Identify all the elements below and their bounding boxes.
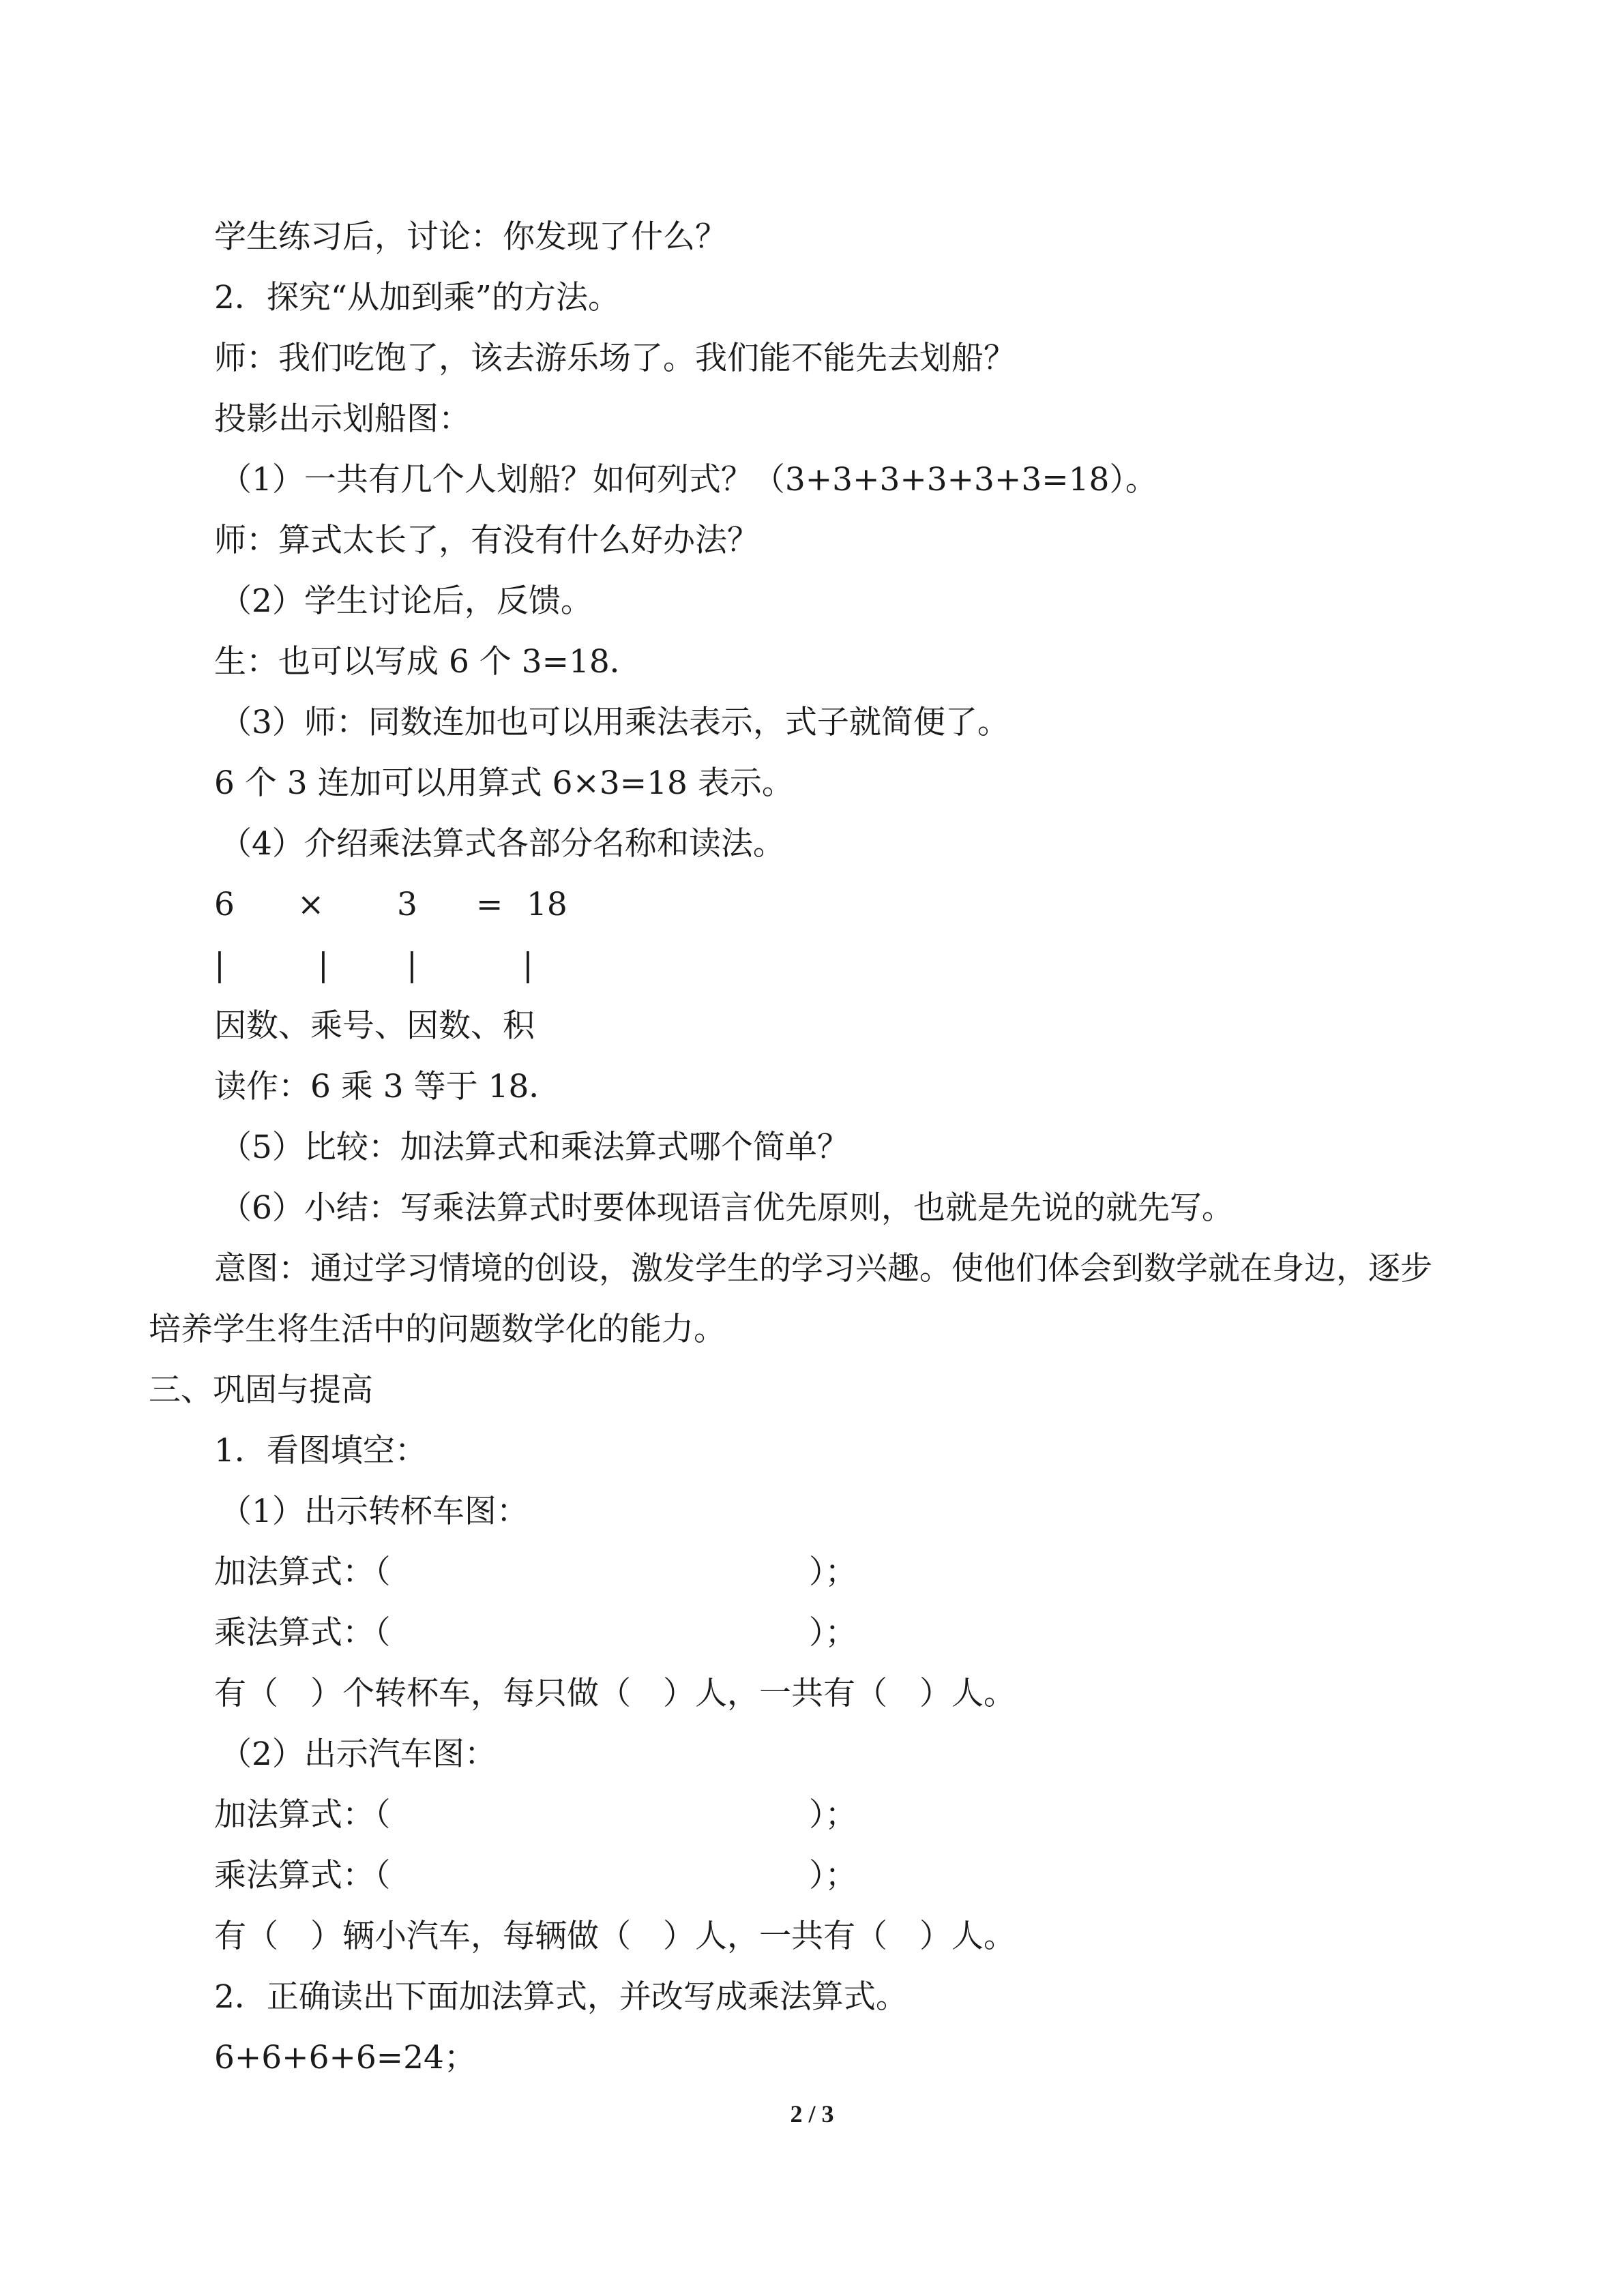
text-line-exercise-2: 2．正确读出下面加法算式，并改写成乘法算式。: [214, 1978, 908, 2016]
text-line-student-answer: 生：也可以写成 6 个 3=18．: [214, 643, 642, 681]
text-line-step-1: （1）一共有几个人划船？如何列式？（3+3+3+3+3+3=18）。: [220, 461, 1157, 498]
text-line-intent: 意图：通过学习情境的创设，激发学生的学习兴趣。使他们体会到数学就在身边，逐步: [214, 1250, 1432, 1287]
text-line-explore-method: 2．探究“从加到乘”的方法。: [214, 279, 620, 316]
blank-close: ）；: [809, 1857, 857, 1894]
formula-connector-bars: [214, 945, 623, 986]
text-line-car-count: 有（ ）辆小汽车，每辆做（ ）人，一共有（ ）人。: [214, 1918, 1016, 1955]
page-number: 2 / 3: [790, 2100, 834, 2128]
connector-bar: |: [522, 946, 533, 984]
blank-label: 加法算式：（: [214, 1796, 391, 1834]
multiplication-blank-teacup: [214, 1613, 964, 1654]
section-heading-consolidate: 三、巩固与提高: [149, 1371, 373, 1409]
text-line-teacher-boating: 师：我们吃饱了，该去游乐场了。我们能不能先去划船？: [214, 340, 1016, 377]
blank-label: 乘法算式：（: [214, 1857, 391, 1894]
addition-blank-car: [214, 1795, 964, 1836]
text-line-addition-example: 6+6+6+6=24；: [214, 2039, 476, 2076]
formula-factor-1: 6: [214, 886, 235, 923]
blank-close: ）；: [809, 1614, 857, 1652]
connector-bar: |: [214, 946, 225, 984]
text-line-fill-in: 1．看图填空：: [214, 1432, 427, 1470]
text-line-six-threes: 6 个 3 连加可以用算式 6×3=18 表示。: [214, 764, 794, 802]
text-line-part-names: 因数、乘号、因数、积: [214, 1007, 535, 1045]
text-line-teacup-count: 有（ ）个转杯车，每只做（ ）人，一共有（ ）人。: [214, 1675, 1016, 1712]
blank-close: ）；: [809, 1796, 857, 1834]
text-line-step-2: （2）学生讨论后，反馈。: [220, 582, 593, 620]
text-line-teacher-too-long: 师：算式太长了，有没有什么好办法？: [214, 522, 759, 559]
text-line-step-6: （6）小结：写乘法算式时要体现语言优先原则，也就是先说的就先写。: [220, 1189, 1234, 1227]
text-line-read-as: 读作：6 乘 3 等于 18．: [214, 1068, 561, 1105]
formula-equals-sign: =: [476, 886, 503, 923]
text-line-projection-boat: 投影出示划船图：: [214, 400, 471, 438]
text-line-teacup-ride: （1）出示转杯车图：: [220, 1493, 529, 1530]
blank-label: 加法算式：（: [214, 1553, 391, 1591]
blank-close: ）；: [809, 1553, 857, 1591]
text-line-car-picture: （2）出示汽车图：: [220, 1735, 497, 1773]
blank-label: 乘法算式：（: [214, 1614, 391, 1652]
multiplication-blank-car: [214, 1855, 964, 1896]
text-line-intent-continued: 培养学生将生活中的问题数学化的能力。: [149, 1311, 726, 1348]
connector-bar: |: [318, 946, 329, 984]
formula-times-sign: ×: [297, 886, 325, 923]
formula-factor-2: 3: [397, 886, 417, 923]
formula-product: 18: [527, 886, 567, 923]
text-line-step-5: （5）比较：加法算式和乘法算式哪个简单？: [220, 1129, 849, 1166]
text-line-practice-discussion: 学生练习后，讨论：你发现了什么？: [214, 218, 727, 256]
multiplication-formula: [214, 884, 623, 925]
addition-blank-teacup: [214, 1552, 964, 1593]
connector-bar: |: [407, 946, 417, 984]
text-line-step-3: （3）师：同数连加也可以用乘法表示，式子就简便了。: [220, 704, 1009, 741]
text-line-step-4: （4）介绍乘法算式各部分名称和读法。: [220, 825, 785, 863]
